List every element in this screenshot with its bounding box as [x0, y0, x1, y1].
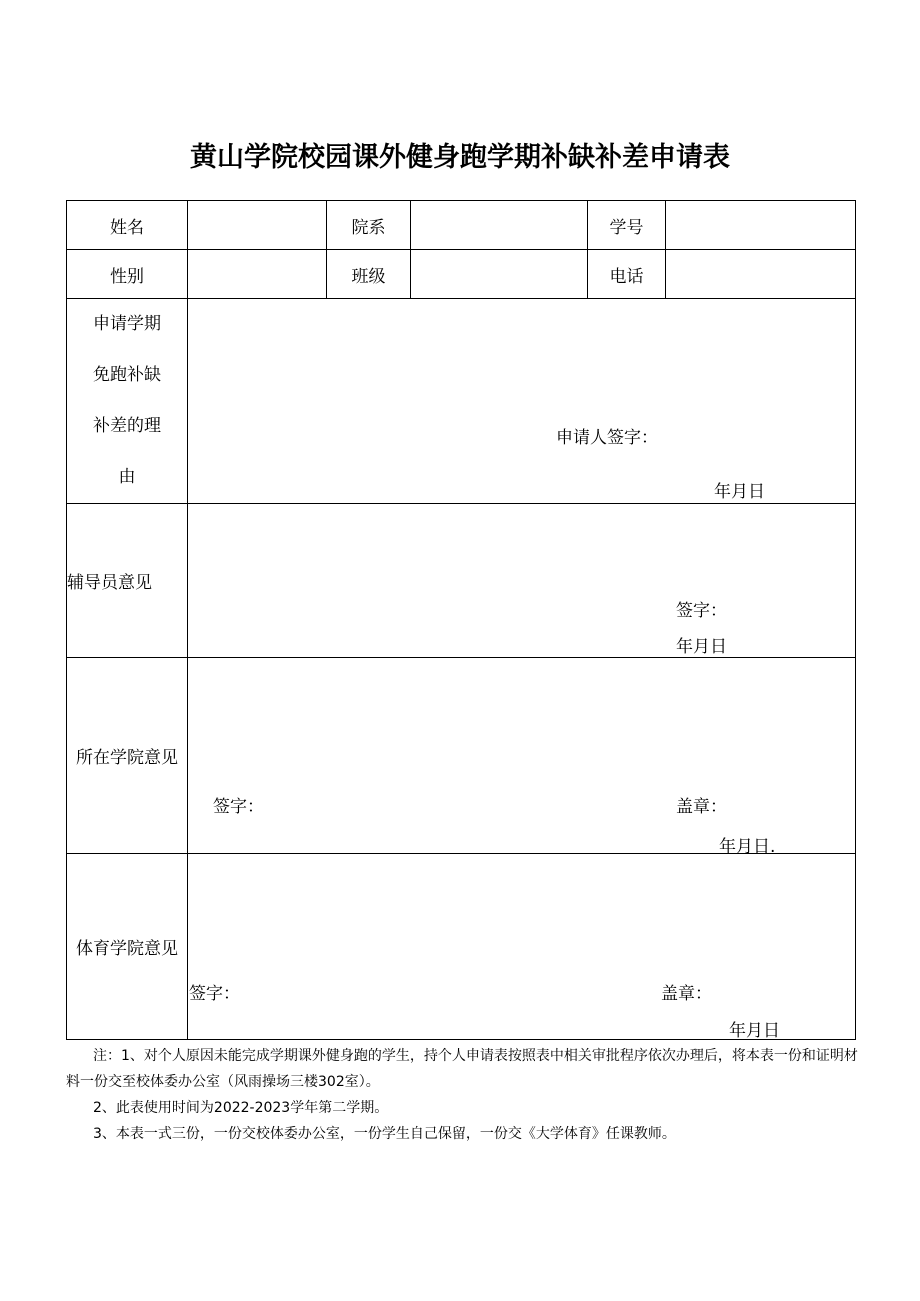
reason-label-line2: 免跑补缺 [93, 365, 161, 385]
counselor-signature-label: 签字： [676, 601, 727, 621]
page-title: 黄山学院校园课外健身跑学期补缺补差申请表 [190, 142, 730, 173]
dept-label: 院系 [327, 201, 411, 250]
name-label: 姓名 [67, 201, 188, 250]
form-row-counselor [67, 504, 856, 658]
note-1: 注：1、对个人原因未能完成学期课外健身跑的学生，持个人申请表按照表中相关审批程序依次办理后，将本表一份和证明材料一份交至校体委办公室（风雨操场三楼302室）。 [66, 1048, 858, 1090]
pe-college-signature-label: 签字： [189, 984, 240, 1004]
reason-field[interactable] [188, 299, 856, 504]
counselor-date: 年月日 [676, 637, 727, 657]
college-label: 所在学院意见 [67, 658, 188, 854]
class-label: 班级 [327, 250, 411, 299]
dept-field[interactable] [411, 201, 588, 250]
student-id-label: 学号 [588, 201, 666, 250]
phone-label: 电话 [588, 250, 666, 299]
college-opinion-field[interactable] [188, 658, 856, 857]
gender-label: 性别 [67, 250, 188, 299]
pe-college-stamp-label: 盖章： [661, 984, 712, 1004]
phone-field[interactable] [666, 250, 856, 299]
college-date: 年月日. [719, 837, 776, 857]
name-field[interactable] [188, 201, 327, 250]
form-row-college [67, 658, 856, 854]
form-row-name [67, 201, 856, 250]
reason-label-line1: 申请学期 [93, 314, 161, 334]
gender-field[interactable] [188, 250, 327, 299]
pe-college-label: 体育学院意见 [67, 854, 188, 1040]
notes-section [66, 1043, 861, 1147]
form-row-reason [67, 299, 856, 504]
reason-label-line3: 补差的理 [93, 416, 161, 436]
form-row-pe-college [67, 854, 856, 1040]
college-stamp-label: 盖章： [676, 797, 727, 817]
form-row-gender [67, 250, 856, 299]
counselor-label: 辅导员意见 [67, 504, 188, 658]
counselor-opinion-field[interactable] [188, 504, 856, 658]
pe-college-date: 年月日 [729, 1021, 780, 1041]
application-form-table [66, 200, 856, 1040]
class-field[interactable] [411, 250, 588, 299]
note-2: 2、此表使用时间为2022-2023学年第二学期。 [93, 1100, 389, 1116]
college-signature-label: 签字： [213, 797, 264, 817]
reason-label [67, 299, 188, 504]
pe-college-opinion-field[interactable] [188, 854, 856, 1040]
reason-date: 年月日 [714, 482, 765, 502]
applicant-signature-label: 申请人签字： [556, 428, 658, 448]
note-3: 3、本表一式三份，一份交校体委办公室，一份学生自己保留，一份交《大学体育》任课教师。 [93, 1126, 676, 1142]
student-id-field[interactable] [666, 201, 856, 250]
reason-label-line4: 由 [118, 467, 136, 487]
